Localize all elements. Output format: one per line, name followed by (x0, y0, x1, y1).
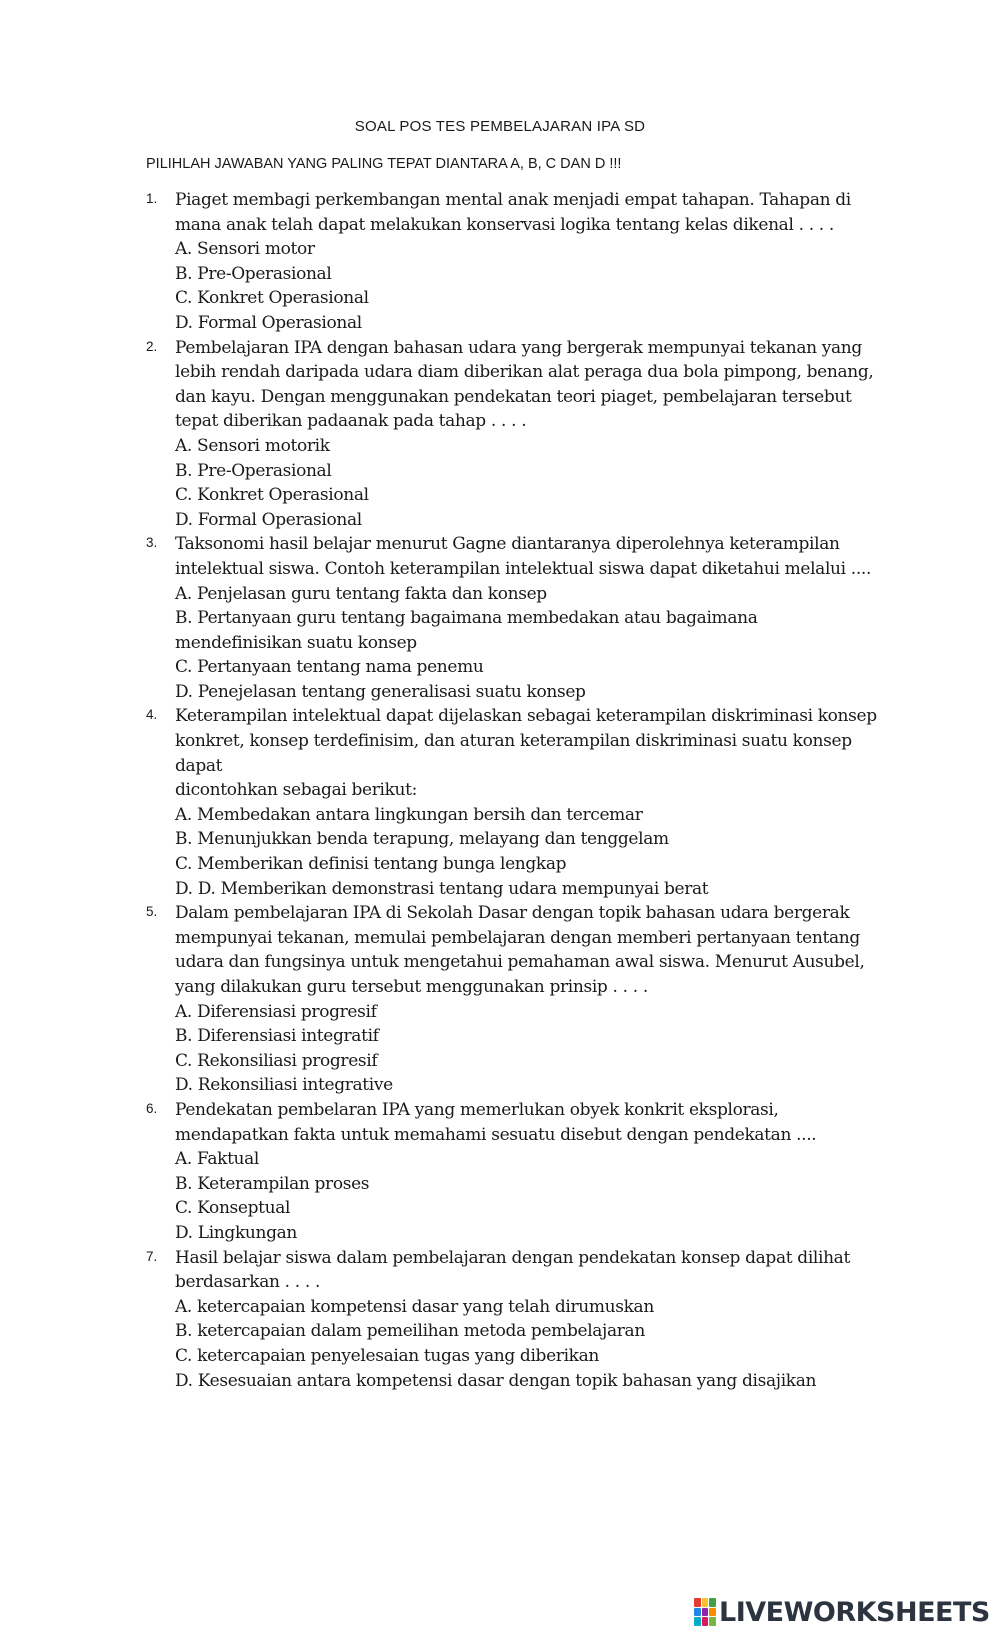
answer-option: C. Rekonsiliasi progresif (175, 1050, 378, 1071)
answer-option: D. Formal Operasional (175, 509, 362, 530)
answer-option: D. Rekonsiliasi integrative (175, 1075, 393, 1096)
question-number: 6. (146, 1100, 158, 1116)
question-text-line: mendapatkan fakta untuk memahami sesuatu disebut dengan pendekatan .... (175, 1124, 817, 1145)
question-text-line: Pendekatan pembelaran IPA yang memerlukan obyek konkrit eksplorasi, (175, 1099, 779, 1120)
question-text-line: Piaget membagi perkembangan mental anak menjadi empat tahapan. Tahapan di (175, 190, 851, 210)
answer-option: B. Diferensiasi integratif (175, 1026, 379, 1047)
logo-tile (694, 1598, 701, 1607)
answer-option: B. Pre-Operasional (175, 263, 332, 284)
answer-option: A. Diferensiasi progresif (175, 1001, 377, 1022)
answer-option: D. Lingkungan (175, 1222, 298, 1243)
question-number: 4. (146, 707, 158, 723)
answer-option: B. Keterampilan proses (175, 1173, 370, 1194)
question-text-line: Pembelajaran IPA dengan bahasan udara yang bergerak mempunyai tekanan yang (175, 337, 862, 358)
answer-option: D. Penejelasan tentang generalisasi suatu konsep (175, 681, 586, 702)
logo-tile (702, 1598, 709, 1607)
question-item (146, 1098, 916, 1246)
answer-option: A. ketercapaian kompetensi dasar yang telah dirumuskan (175, 1296, 654, 1317)
question-number: 3. (146, 535, 158, 551)
answer-option: B. Pre-Operasional (175, 460, 332, 481)
question-number: 2. (146, 338, 158, 354)
question-number: 1. (146, 191, 158, 206)
liveworksheets-logo-icon (694, 1598, 716, 1626)
question-item (146, 901, 916, 1098)
answer-option: B. Pertanyaan guru tentang bagaimana membedakan atau bagaimana (175, 608, 758, 629)
answer-option: A. Faktual (175, 1149, 260, 1170)
question-text-line: dicontohkan sebagai berikut: (175, 780, 418, 801)
question-item (146, 532, 916, 704)
answer-option: D. Formal Operasional (175, 312, 362, 333)
question-list (146, 188, 916, 1393)
answer-option: mendefinisikan suatu konsep (175, 632, 417, 653)
question-number: 7. (146, 1248, 158, 1264)
logo-tile (702, 1617, 709, 1626)
answer-option: C. Memberikan definisi tentang bunga lengkap (175, 854, 567, 875)
question-text-line: dan kayu. Dengan menggunakan pendekatan teori piaget, pembelajaran tersebut (175, 386, 852, 407)
answer-option: D. Kesesuaian antara kompetensi dasar dengan topik bahasan yang disajikan (175, 1370, 817, 1391)
question-text-line: Taksonomi hasil belajar menurut Gagne diantaranya diperolehnya keterampilan (175, 534, 840, 555)
answer-option: B. ketercapaian dalam pemeilihan metoda pembelajaran (175, 1321, 645, 1342)
question-text-line: dapat (175, 755, 223, 776)
question-text-line: Keterampilan intelektual dapat dijelaskan sebagai keterampilan diskriminasi konsep (175, 706, 877, 727)
question-text-line: udara dan fungsinya untuk mengetahui pemahaman awal siswa. Menurut Ausubel, (175, 952, 865, 973)
instruction-text: PILIHLAH JAWABAN YANG PALING TEPAT DIANTARA A, B, C DAN D !!! (146, 156, 622, 172)
question-item (146, 336, 916, 533)
question-text-line: lebih rendah daripada udara diam diberikan alat peraga dua bola pimpong, benang, (175, 362, 874, 383)
logo-tile (694, 1608, 701, 1617)
liveworksheets-logo (694, 1595, 990, 1629)
question-item (146, 188, 916, 336)
logo-tile (709, 1617, 716, 1626)
liveworksheets-logo-text: LIVEWORKSHEETS (719, 1596, 990, 1628)
logo-tile (709, 1598, 716, 1607)
answer-option: C. Konkret Operasional (175, 288, 369, 309)
question-number: 5. (146, 904, 158, 920)
question-text-line: intelektual siswa. Contoh keterampilan intelektual siswa dapat diketahui melalui .... (175, 558, 872, 579)
answer-option: D. D. Memberikan demonstrasi tentang udara mempunyai berat (175, 878, 709, 899)
question-text-line: Dalam pembelajaran IPA di Sekolah Dasar dengan topik bahasan udara bergerak (175, 903, 850, 924)
question-text-line: Hasil belajar siswa dalam pembelajaran dengan pendekatan konsep dapat dilihat (175, 1247, 850, 1268)
answer-option: C. Konkret Operasional (175, 485, 369, 506)
answer-option: A. Penjelasan guru tentang fakta dan konsep (175, 583, 547, 604)
answer-option: C. Pertanyaan tentang nama penemu (175, 657, 484, 678)
answer-option: C. Konseptual (175, 1198, 291, 1219)
logo-tile (702, 1608, 709, 1617)
question-text-line: mempunyai tekanan, memulai pembelajaran dengan memberi pertanyaan tentang (175, 927, 860, 948)
answer-option: A. Sensori motor (175, 239, 315, 260)
answer-option: B. Menunjukkan benda terapung, melayang dan tenggelam (175, 829, 669, 850)
question-text-line: tepat diberikan padaanak pada tahap . . . . (175, 411, 527, 432)
question-item (146, 1246, 916, 1394)
logo-tile (694, 1617, 701, 1626)
question-text-line: mana anak telah dapat melakukan konservasi logika tentang kelas dikenal . . . . (175, 214, 834, 235)
answer-option: C. ketercapaian penyelesaian tugas yang diberikan (175, 1345, 599, 1366)
question-text-line: yang dilakukan guru tersebut menggunakan prinsip . . . . (175, 977, 648, 997)
question-text-line: berdasarkan . . . . (175, 1272, 321, 1293)
logo-tile (709, 1608, 716, 1617)
page-title: SOAL POS TES PEMBELAJARAN IPA SD (354, 118, 646, 135)
answer-option: A. Membedakan antara lingkungan bersih dan tercemar (175, 804, 643, 825)
answer-option: A. Sensori motorik (175, 435, 330, 456)
question-text-line: konkret, konsep terdefinisim, dan aturan keterampilan diskriminasi suatu konsep (175, 731, 852, 752)
question-item (146, 704, 916, 901)
